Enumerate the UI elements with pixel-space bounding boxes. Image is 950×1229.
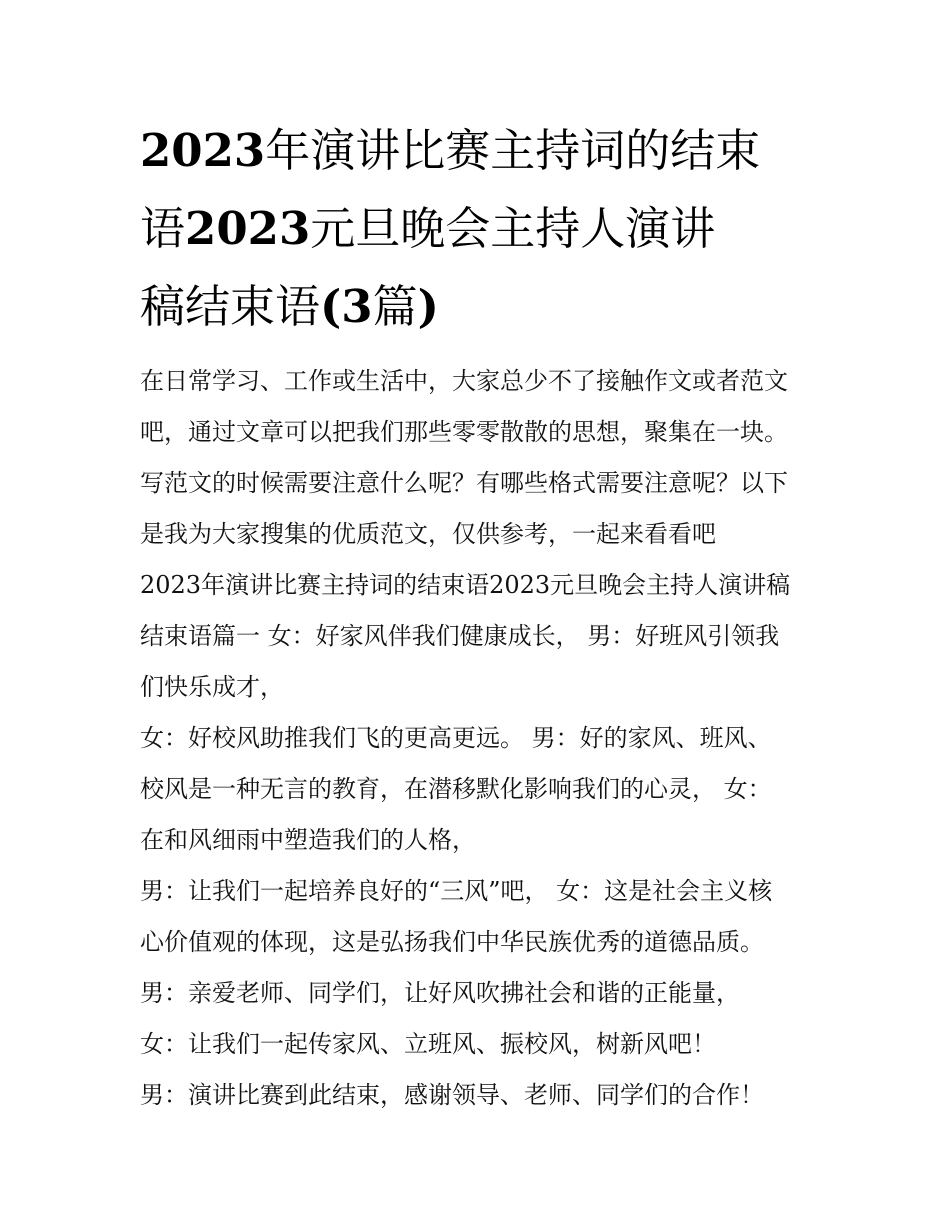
body-line: 吧，通过文章可以把我们那些零零散散的思想，聚集在一块。 [140,418,788,446]
body-line: 男：亲爱老师、同学们，让好风吹拂社会和谐的正能量， [140,979,740,1007]
body-line: 在日常学习、工作或生活中，大家总少不了接触作文或者范文 [140,367,788,395]
body-line: 男：演讲比赛到此结束，感谢领导、老师、同学们的合作！ [140,1081,764,1109]
title-line: 稿结束语(3篇) [140,280,439,333]
speech-paragraph-4 [140,968,820,1019]
speech-paragraph-2 [140,713,820,866]
body-line: 校风是一种无言的教育，在潜移默化影响我们的心灵， 女： [140,775,772,803]
body-line: 写范文的时候需要注意什么呢？有哪些格式需要注意呢？以下 [140,469,788,497]
title-line: 语2023元旦晚会主持人演讲 [140,202,716,255]
body-line: 男：让我们一起培养良好的“三风”吧， 女：这是社会主义核 [140,877,773,905]
title-line: 2023年演讲比赛主持词的结束 [140,124,761,177]
speech-paragraph-1 [140,560,820,713]
body-line: 在和风细雨中塑造我们的人格， [140,826,476,854]
speech-paragraph-3 [140,866,820,968]
document-body [140,356,820,1121]
speech-paragraph-5 [140,1019,820,1070]
body-line: 2023年演讲比赛主持词的结束语2023元旦晚会主持人演讲稿 [140,571,791,599]
body-line: 们快乐成才， [140,673,284,701]
speech-paragraph-6 [140,1070,820,1121]
body-line: 是我为大家搜集的优质范文，仅供参考，一起来看看吧 [140,520,716,548]
body-line: 女：让我们一起传家风、立班风、振校风，树新风吧！ [140,1030,716,1058]
document-title [140,112,820,346]
body-line: 结束语篇一 女：好家风伴我们健康成长， 男：好班风引领我 [140,622,780,650]
body-line: 心价值观的体现，这是弘扬我们中华民族优秀的道德品质。 [140,928,764,956]
body-line: 女：好校风助推我们飞的更高更远。 男：好的家风、班风、 [140,724,772,752]
intro-paragraph [140,356,820,560]
